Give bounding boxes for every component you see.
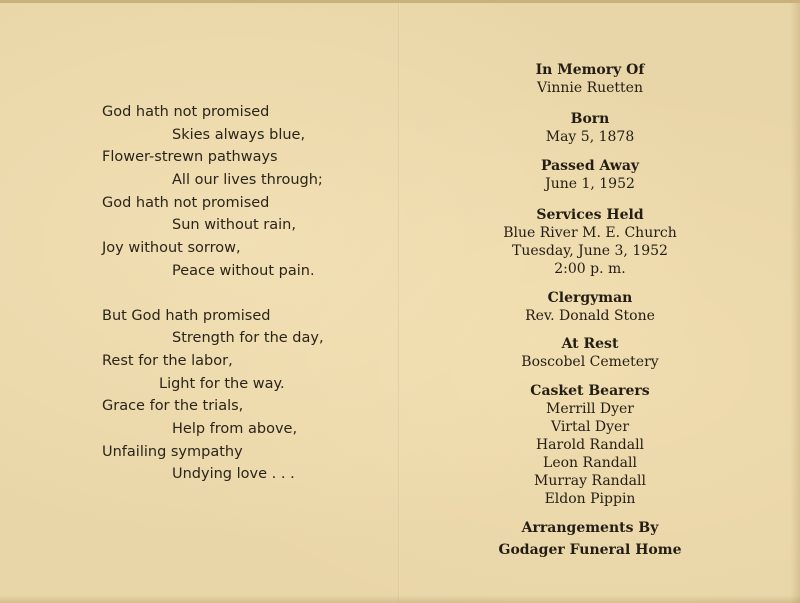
poem-line: Skies always blue,	[172, 126, 306, 143]
bearer-name: Harold Randall	[535, 437, 645, 453]
bearer-name: Leon Randall	[543, 455, 637, 471]
poem-line: Rest for the labor,	[102, 352, 233, 369]
poem-line: Unfailing sympathy	[102, 443, 243, 460]
poem-line: Strength for the day,	[172, 330, 324, 347]
born-date: May 5, 1878	[545, 129, 635, 145]
clergyman-section	[440, 289, 740, 325]
memory-label: In Memory Of	[535, 62, 645, 78]
clergyman-label: Clergyman	[547, 290, 633, 306]
rest-label: At Rest	[561, 336, 619, 352]
poem-line: Flower-strewn pathways	[102, 149, 278, 166]
born-section	[440, 110, 740, 146]
bearer-name: Murray Randall	[534, 473, 646, 489]
card-bottom-shadow	[0, 595, 800, 603]
poem-line: Joy without sorrow,	[102, 240, 241, 257]
deceased-name: Vinnie Ruetten	[537, 80, 643, 96]
rest-place: Boscobel Cemetery	[521, 354, 659, 370]
arrangements-label: Arrangements By	[521, 520, 659, 536]
clergyman-name: Rev. Donald Stone	[525, 308, 655, 324]
bearer-name: Virtal Dyer	[550, 419, 630, 435]
passed-label: Passed Away	[540, 158, 640, 174]
passed-date: June 1, 1952	[545, 176, 635, 192]
poem-line: Sun without rain,	[172, 217, 296, 234]
poem-line: Undying love . . .	[172, 466, 295, 483]
services-time: 2:00 p. m.	[554, 261, 626, 277]
memory-section	[440, 61, 740, 97]
poem-line: Peace without pain.	[172, 262, 315, 279]
poem-line: But God hath promised	[102, 307, 271, 324]
poem-line: God hath not promised	[102, 104, 270, 120]
funeral-home: Godager Funeral Home	[498, 542, 682, 558]
services-label: Services Held	[536, 207, 644, 223]
poem-line: All our lives through;	[172, 172, 323, 189]
stanza-break	[102, 283, 402, 305]
poem-line: Grace for the trials,	[102, 398, 244, 415]
arrangements-section	[440, 519, 740, 559]
born-label: Born	[570, 111, 610, 127]
poem-line: Help from above,	[172, 420, 298, 437]
bearers-section	[440, 382, 740, 508]
card-edge	[790, 3, 800, 603]
bearer-name: Merrill Dyer	[546, 401, 634, 417]
services-place: Blue River M. E. Church	[503, 225, 677, 241]
poem	[102, 101, 402, 486]
passed-section	[440, 157, 740, 193]
rest-section	[440, 335, 740, 371]
services-section	[440, 206, 740, 278]
bearer-name: Eldon Pippin	[544, 491, 636, 507]
bearers-label: Casket Bearers	[530, 383, 650, 399]
services-date: Tuesday, June 3, 1952	[512, 243, 668, 259]
poem-line: God hath not promised	[102, 194, 270, 211]
poem-line: Light for the way.	[159, 375, 285, 392]
